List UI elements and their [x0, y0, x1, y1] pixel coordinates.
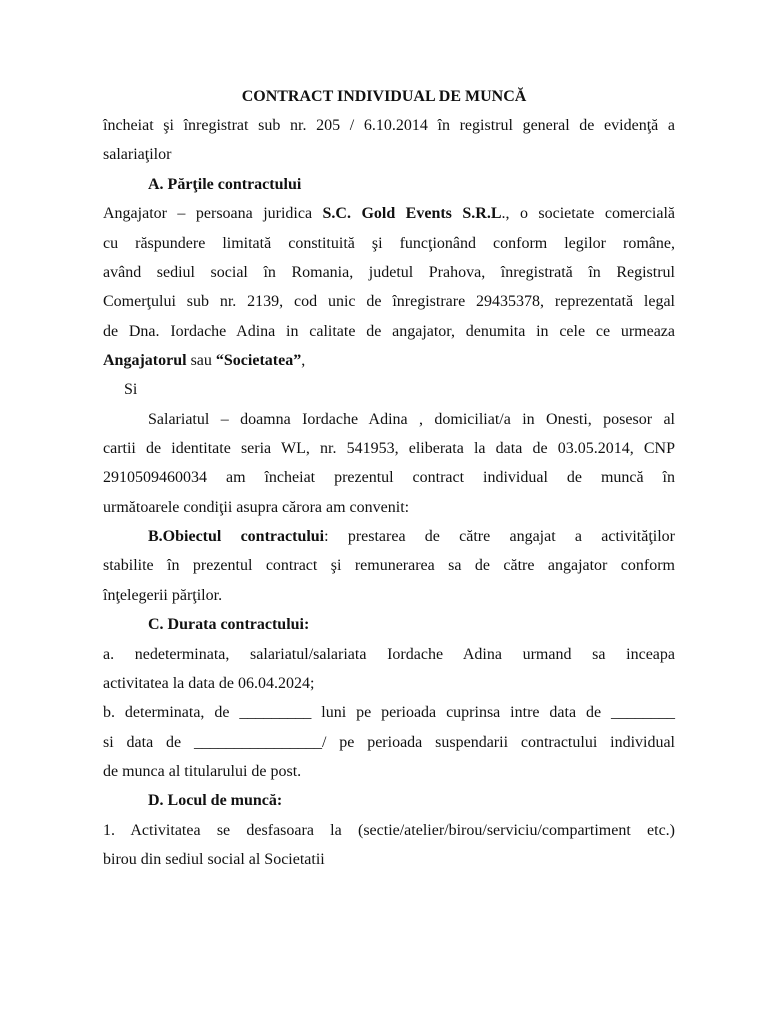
section-b-line-2: stabilite în prezentul contract şi remunerarea sa de către angajator conform	[103, 557, 675, 574]
workplace-line-2: birou din sediul social al Societatii	[103, 851, 325, 868]
employer-line-2: cu răspundere limitată constituită şi funcţionând conform legilor române,	[103, 235, 675, 252]
employer-line-6: Angajatorul sau “Societatea”,	[103, 352, 306, 369]
section-a-heading: A. Părţile contractului	[148, 176, 302, 193]
employer-line-4: Comerţului sub nr. 2139, cod unic de înregistrare 29435378, reprezentată legal	[103, 293, 675, 310]
employer-line-1: Angajator – persoana juridica S.C. Gold Events S.R.L., o societate comercială	[103, 205, 676, 222]
document-title: CONTRACT INDIVIDUAL DE MUNCĂ	[241, 88, 527, 105]
duration-a-line-1: a. nedeterminata, salariatul/salariata Iordache Adina urmand sa inceapa	[103, 646, 675, 663]
section-d-heading: D. Locul de muncă:	[148, 792, 283, 809]
employee-line-3: 2910509460034 am încheiat prezentul contract individual de muncă în	[103, 469, 675, 486]
duration-b-line-2: si data de ________________/ pe perioada suspendarii contractului individual	[103, 734, 675, 751]
section-b-heading: B.Obiectul contractului	[148, 528, 325, 545]
registration-line-2: salariaţilor	[103, 146, 172, 163]
employee-line-4: următoarele condiţii asupra cărora am convenit:	[103, 499, 410, 516]
employee-line-2: cartii de identitate seria WL, nr. 541953, eliberata la data de 03.05.2014, CNP	[103, 440, 675, 457]
employer-line-5: de Dna. Iordache Adina in calitate de angajator, denumita in cele ce urmeaza	[103, 323, 675, 340]
duration-a-line-2: activitatea la data de 06.04.2024;	[103, 675, 315, 692]
employee-line-1: Salariatul – doamna Iordache Adina , domiciliat/a in Onesti, posesor al	[148, 411, 675, 428]
section-c-heading: C. Durata contractului:	[148, 616, 310, 633]
employer-line-3: având sediul social în Romania, judetul Prahova, înregistrată în Registrul	[103, 264, 675, 281]
duration-b-line-1: b. determinata, de _________ luni pe perioada cuprinsa intre data de ________	[103, 704, 675, 721]
duration-b-line-3: de munca al titularului de post.	[103, 763, 302, 780]
section-b-line-3: înţelegerii părţilor.	[103, 587, 223, 604]
conjunction-si: Si	[124, 381, 138, 398]
registration-line-1: încheiat şi înregistrat sub nr. 205 / 6.10.2014 în registrul general de evidenţă a	[103, 117, 675, 134]
section-b-line-1: B.Obiectul contractului: prestarea de către angajat a activităţilor	[148, 528, 676, 545]
company-name: S.C. Gold Events S.R.L	[322, 205, 502, 222]
workplace-line-1: 1. Activitatea se desfasoara la (sectie/atelier/birou/serviciu/compartiment etc.)	[103, 822, 675, 839]
